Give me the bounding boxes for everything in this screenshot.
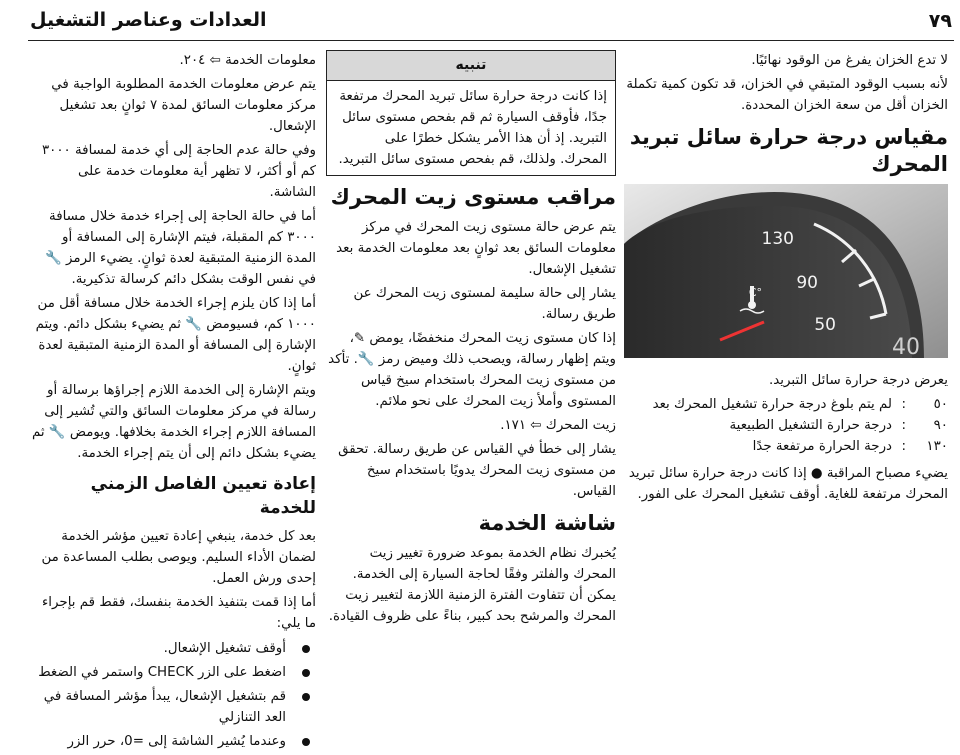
value-row	[618, 415, 948, 436]
gauge-tick-label: 130	[761, 229, 794, 249]
value-separator: :	[901, 418, 906, 433]
gauge-tick-label: 90	[796, 273, 818, 293]
gauge-tick-label: 50	[814, 315, 836, 335]
paragraph: يشار إلى خطأ في القياس عن طريق رسالة. تحقق من مستوى زيت المحرك يدويًا باستخدام سيخ القياس.	[338, 442, 616, 499]
notice-box	[326, 50, 616, 176]
value-row	[618, 394, 948, 415]
reset-steps-list	[32, 638, 316, 752]
paragraph: يُخبرك نظام الخدمة بموعد ضرورة تغيير زيت المحرك والفلتر وفقًا لحاجة السيارة إلى الخدمة. يمكن أن تتفاوت الفترة الزمنية اللازمة لتغيير زيت المحرك والمرشح بحد كبير، بناءً على ظروف القيادة.	[328, 546, 616, 624]
value-key: ٩٠	[933, 418, 948, 433]
value-key: ١٣٠	[926, 439, 948, 454]
section-heading: شاشة الخدمة	[478, 511, 616, 535]
page-title: العدادات وعناصر التشغيل	[30, 9, 267, 31]
value-row	[618, 436, 948, 457]
paragraph: إذا كان مستوى زيت المحرك منخفضًا، يومض ✎، ويتم إظهار رسالة، ويصحب ذلك وميض رمز 🔧. تأكد من مستوى زيت المحرك باستخدام سيخ قياس المستوى وأملأ زيت المحرك على نحو ملائم.	[328, 331, 616, 409]
section-heading: مراقب مستوى زيت المحرك	[330, 185, 616, 209]
page-number: ٧٩	[928, 10, 952, 32]
section-heading: إعادة تعيين الفاصل الزمني للخدمة	[90, 474, 316, 518]
paragraph: يشار إلى حالة سليمة لمستوى زيت المحرك عن طريق رسالة.	[353, 286, 616, 322]
list-item: وعندما يُشير الشاشة إلى =0، حرر الزر	[32, 731, 316, 752]
column-left	[32, 50, 316, 755]
value-text: لم يتم بلوغ درجة حرارة تشغيل المحرك بعد	[652, 397, 892, 412]
coolant-gauge-figure	[624, 184, 948, 358]
list-item: أوقف تشغيل الإشعال.	[32, 638, 316, 659]
page-header	[0, 0, 960, 44]
notice-title: تنبيه	[327, 51, 615, 81]
column-right	[618, 50, 948, 508]
temperature-unit: °C	[748, 286, 762, 299]
list-item: قم بتشغيل الإشعال، يبدأ مؤشر المسافة في العد التنازلي	[32, 686, 316, 728]
paragraph: أما إذا قمت بتنفيذ الخدمة بنفسك، فقط قم بإجراء ما يلي:	[42, 595, 316, 631]
value-separator: :	[901, 397, 906, 412]
temperature-values-list	[618, 394, 948, 457]
section-heading: مقياس درجة حرارة سائل تبريد المحرك	[629, 125, 948, 176]
column-middle	[326, 50, 616, 630]
paragraph: يتم عرض معلومات الخدمة المطلوبة الواجبة في مركز معلومات السائق لمدة ٧ ثوانٍ بعد تشغيل الإشعال.	[51, 77, 316, 134]
value-separator: :	[901, 439, 906, 454]
coolant-gauge-illustration	[624, 184, 948, 358]
paragraph: أما في حالة الحاجة إلى إجراء خدمة خلال مسافة ٣٠٠٠ كم المقبلة، فيتم الإشارة إلى المسافة أو المدة الزمنية المتبقية لعدة ثوانٍ. يضيء الرمز 🔧 في نفس الوقت بشكل دائم كرسالة تذكيرية.	[45, 209, 316, 287]
list-item: اضغط على الزر CHECK واستمر في الضغط	[32, 662, 316, 683]
paragraph: يعرض درجة حرارة سائل التبريد.	[769, 373, 948, 388]
paragraph: بعد كل خدمة، ينبغي إعادة تعيين مؤشر الخدمة لضمان الأداء السليم. ويوصى بطلب المساعدة من إحدى ورش العمل.	[41, 529, 316, 586]
paragraph: يضيء مصباح المراقبة ● إذا كانت درجة حرارة سائل تبريد المحرك مرتفعة للغاية. أوقف تشغيل المحرك على الفور.	[628, 466, 948, 502]
value-text: درجة حرارة التشغيل الطبيعية	[729, 418, 892, 433]
paragraph: معلومات الخدمة ⇦ ٢٠٤.	[179, 53, 316, 68]
value-text: درجة الحرارة مرتفعة جدًا	[752, 439, 892, 454]
header-rule	[28, 40, 954, 41]
paragraph: زيت المحرك ⇦ ١٧١.	[500, 418, 616, 433]
paragraph: أما إذا كان يلزم إجراء الخدمة خلال مسافة أقل من ١٠٠٠ كم، فسيومض 🔧 ثم يضيء بشكل دائم. ويتم الإشارة إلى المسافة أو المدة الزمنية المتبقية لعدة ثوانٍ.	[35, 296, 316, 374]
adjacent-gauge-label: 40	[892, 335, 920, 358]
paragraph: يتم عرض حالة مستوى زيت المحرك في مركز معلومات السائق بعد ثوانٍ بعد معلومات الخدمة بعد تشغيل الإشعال.	[336, 220, 616, 277]
value-key: ٥٠	[933, 397, 948, 412]
paragraph: وفي حالة عدم الحاجة إلى أي خدمة لمسافة ٣٠٠٠ كم أو أكثر، لا تظهر أية معلومات خدمة على الشاشة.	[41, 143, 316, 200]
paragraph: ويتم الإشارة إلى الخدمة اللازم إجراؤها برسالة أو رسالة في مركز معلومات السائق والتي تُشير إلى المسافة اللازم إجراء الخدمة بخلافها. ويومض 🔧 ثم يضيء بشكل دائم إلى أن يتم إجراء الخدمة.	[32, 383, 316, 461]
paragraph: لا تدع الخزان يفرغ من الوقود نهائيًا.	[751, 53, 948, 68]
notice-text: إذا كانت درجة حرارة سائل تبريد المحرك مرتفعة جدًا، فأوقف السيارة ثم قم بفحص مستوى سائل التبريد. إذ أن هذا الأمر يشكل خطرًا على المحرك. ولذلك، قم بفحص مستوى سائل التبريد.	[338, 89, 607, 167]
paragraph: لأنه بسبب الوقود المتبقي في الخزان، قد تكون كمية تكملة الخزان أقل من سعة الخزان المحددة.	[626, 77, 948, 113]
